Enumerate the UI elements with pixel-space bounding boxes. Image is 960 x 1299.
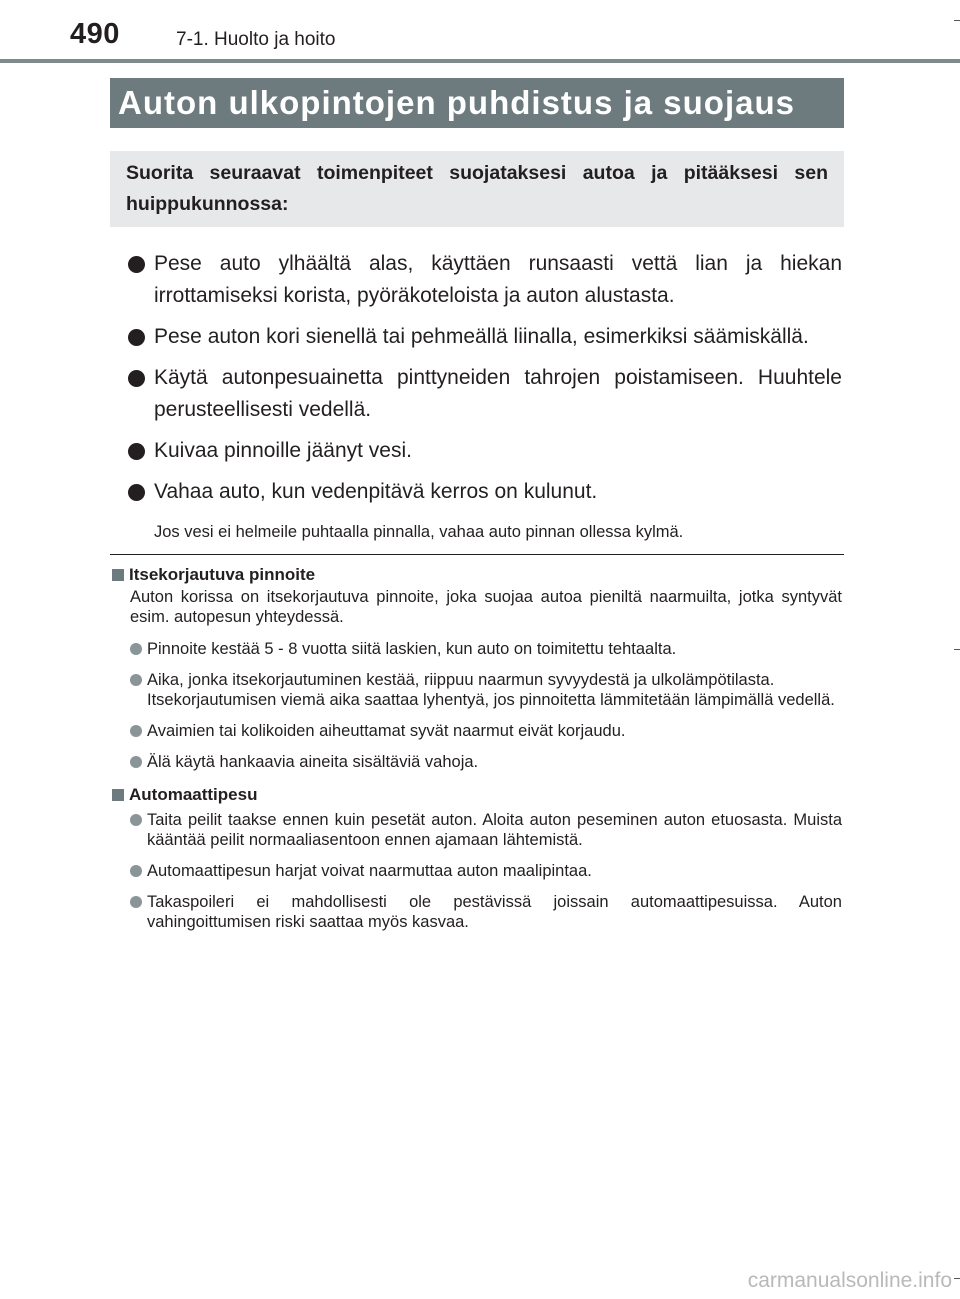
dot-icon: [130, 674, 142, 686]
dot-icon: [130, 814, 142, 826]
note-item-text: Itsekorjautumisen viemä aika saattaa lyhentyä, jos pinnoitetta lämmitetään lämpimällä vedellä.: [147, 691, 835, 709]
note-item-text: Pinnoite kestää 5 - 8 vuotta siitä laskien, kun auto on toimitettu tehtaalta.: [147, 640, 677, 658]
bullet-icon: [128, 329, 145, 346]
step-item: [126, 435, 842, 467]
step-item: [126, 321, 842, 353]
square-bullet-icon: [112, 789, 124, 801]
crop-mark: [954, 20, 960, 21]
step-item: [126, 362, 842, 426]
note-heading: [111, 783, 842, 807]
watermark: carmanualsonline.info: [747, 1269, 952, 1292]
bullet-icon: [128, 256, 145, 273]
note-item: [111, 892, 842, 932]
note-item-text: Taita peilit taakse ennen kuin pesetät auton. Aloita auton peseminen auton etuosasta. Muista kääntää peilit normaaliasentoon ennen ajamaan lähtemistä.: [147, 811, 842, 849]
note-item: [111, 752, 842, 772]
page-number: 490: [70, 18, 120, 50]
header-rule: [0, 59, 960, 63]
square-bullet-icon: [112, 569, 124, 581]
step-note: Jos vesi ei helmeile puhtaalla pinnalla, vahaa auto pinnan ollessa kylmä.: [154, 523, 684, 541]
step-text: Vahaa auto, kun vedenpitävä kerros on kulunut.: [154, 480, 598, 503]
note-item-text: Älä käytä hankaavia aineita sisältäviä vahoja.: [147, 753, 479, 771]
note-heading: [111, 563, 842, 587]
section-divider: [110, 554, 844, 555]
page-title: Auton ulkopintojen puhdistus ja suojaus: [110, 78, 844, 128]
crop-mark: [954, 1278, 960, 1279]
note-item-text: Automaattipesun harjat voivat naarmuttaa auton maalipintaa.: [147, 862, 592, 880]
note-heading-text: Automaattipesu: [129, 785, 258, 804]
note-item-text: Aika, jonka itsekorjautuminen kestää, riippuu naarmun syvyydestä ja ulkolämpötilasta.: [147, 671, 775, 689]
step-text: Käytä autonpesuainetta pinttyneiden tahrojen poistamiseen. Huuhtele perusteellisesti vedellä.: [154, 366, 842, 421]
crop-mark: [954, 649, 960, 650]
dot-icon: [130, 725, 142, 737]
step-text: Pese auto ylhäältä alas, käyttäen runsaasti vettä lian ja hiekan irrottamiseksi korista, pyöräkoteloista ja auton alustasta.: [154, 252, 842, 307]
step-item: [126, 248, 842, 312]
dot-icon: [130, 756, 142, 768]
dot-icon: [130, 865, 142, 877]
bullet-icon: [128, 484, 145, 501]
note-item: [111, 721, 842, 741]
note-item: [111, 670, 842, 710]
note-item-text: Takaspoileri ei mahdollisesti ole pestävissä joissain automaattipesuissa. Auton vahingoittumisen riski saattaa myös kasvaa.: [147, 893, 842, 931]
notes-section: [111, 563, 842, 943]
step-text: Kuivaa pinnoille jäänyt vesi.: [154, 439, 412, 462]
steps-list: [126, 248, 842, 544]
intro-box: Suorita seuraavat toimenpiteet suojataksesi autoa ja pitääksesi sen huippukunnossa:: [110, 151, 844, 227]
dot-icon: [130, 643, 142, 655]
section-label: 7-1. Huolto ja hoito: [176, 29, 336, 50]
note-item: [111, 861, 842, 881]
note-item-text: Avaimien tai kolikoiden aiheuttamat syvät naarmut eivät korjaudu.: [147, 722, 626, 740]
bullet-icon: [128, 443, 145, 460]
note-block: [111, 563, 842, 772]
dot-icon: [130, 896, 142, 908]
note-item: [111, 639, 842, 659]
note-heading-text: Itsekorjautuva pinnoite: [129, 565, 316, 584]
note-block: [111, 783, 842, 932]
bullet-icon: [128, 370, 145, 387]
note-item: [111, 810, 842, 850]
step-item: [126, 476, 842, 508]
note-paragraph: Auton korissa on itsekorjautuva pinnoite, joka suojaa autoa pieniltä naarmuilta, jotka syntyvät esim. autopesun yhteydessä.: [130, 588, 842, 626]
step-text: Pese auton kori sienellä tai pehmeällä liinalla, esimerkiksi säämiskällä.: [154, 325, 809, 348]
